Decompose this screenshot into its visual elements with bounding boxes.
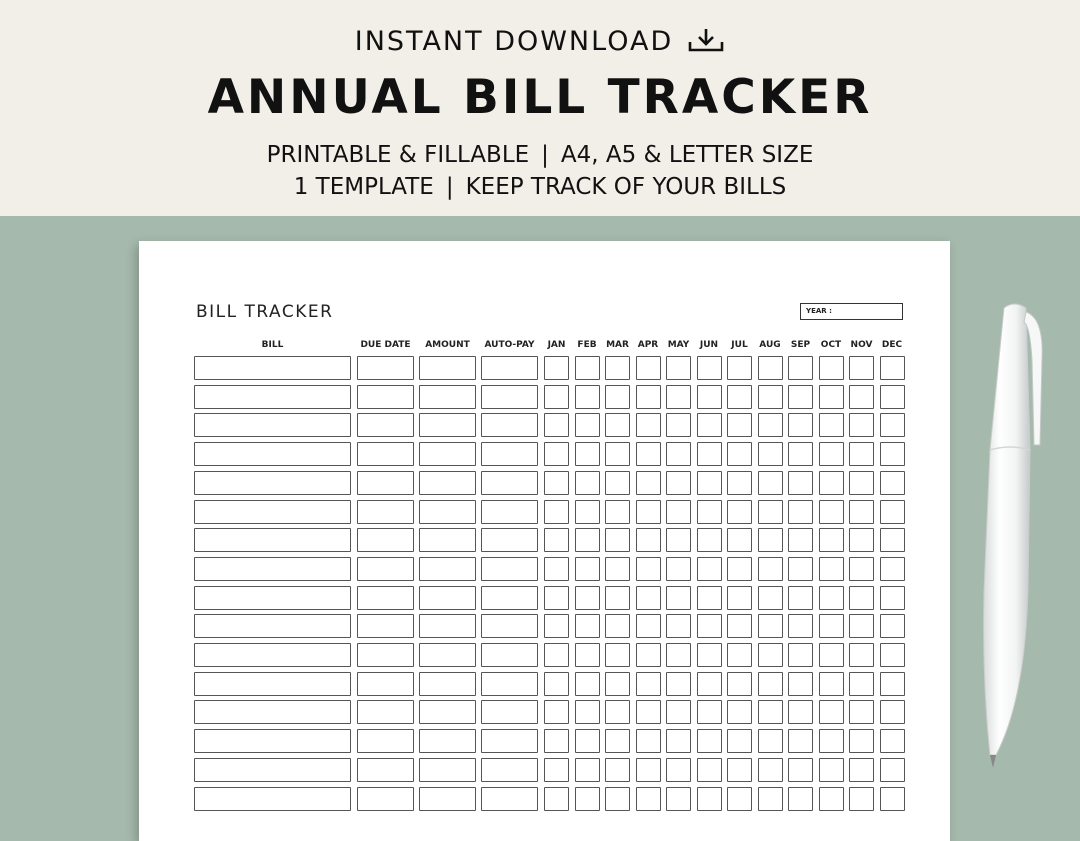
column-header: BILL xyxy=(261,340,284,350)
month-checkbox[interactable] xyxy=(758,586,783,610)
month-checkbox[interactable] xyxy=(697,528,722,552)
due-date-field[interactable] xyxy=(357,672,414,696)
month-checkbox[interactable] xyxy=(636,672,661,696)
month-checkbox[interactable] xyxy=(697,729,722,753)
month-checkbox[interactable] xyxy=(758,700,783,724)
bill-name-field[interactable] xyxy=(194,471,351,495)
amount-field[interactable] xyxy=(419,758,476,782)
month-checkbox[interactable] xyxy=(636,643,661,667)
month-checkbox[interactable] xyxy=(697,700,722,724)
month-checkbox[interactable] xyxy=(575,586,600,610)
amount-field[interactable] xyxy=(419,672,476,696)
month-checkbox[interactable] xyxy=(849,471,874,495)
month-checkbox[interactable] xyxy=(575,672,600,696)
month-checkbox[interactable] xyxy=(758,729,783,753)
auto-pay-field[interactable] xyxy=(481,643,538,667)
header-banner xyxy=(0,0,1080,216)
instant-download-line xyxy=(0,26,1080,60)
month-checkbox[interactable] xyxy=(727,385,752,409)
month-checkbox[interactable] xyxy=(758,672,783,696)
month-checkbox[interactable] xyxy=(849,528,874,552)
month-checkbox[interactable] xyxy=(849,557,874,581)
bill-name-field[interactable] xyxy=(194,528,351,552)
month-checkbox[interactable] xyxy=(758,787,783,811)
amount-field[interactable] xyxy=(419,700,476,724)
month-checkbox[interactable] xyxy=(788,500,813,524)
due-date-field[interactable] xyxy=(357,442,414,466)
month-checkbox[interactable] xyxy=(819,614,844,638)
subtitle-line-2 xyxy=(0,174,1080,200)
bill-name-field[interactable] xyxy=(194,442,351,466)
amount-field[interactable] xyxy=(419,528,476,552)
month-checkbox[interactable] xyxy=(727,614,752,638)
month-checkbox[interactable] xyxy=(880,643,905,667)
month-checkbox[interactable] xyxy=(666,356,691,380)
month-checkbox[interactable] xyxy=(666,614,691,638)
due-date-field[interactable] xyxy=(357,643,414,667)
month-checkbox[interactable] xyxy=(605,557,630,581)
due-date-field[interactable] xyxy=(357,557,414,581)
month-checkbox[interactable] xyxy=(605,528,630,552)
auto-pay-field[interactable] xyxy=(481,528,538,552)
month-checkbox[interactable] xyxy=(727,557,752,581)
month-checkbox[interactable] xyxy=(758,643,783,667)
month-checkbox[interactable] xyxy=(727,356,752,380)
month-checkbox[interactable] xyxy=(880,385,905,409)
separator: | xyxy=(541,142,549,168)
auto-pay-field[interactable] xyxy=(481,442,538,466)
due-date-field[interactable] xyxy=(357,614,414,638)
month-checkbox[interactable] xyxy=(666,729,691,753)
month-checkbox[interactable] xyxy=(849,442,874,466)
month-checkbox[interactable] xyxy=(849,729,874,753)
month-checkbox[interactable] xyxy=(544,442,569,466)
month-checkbox[interactable] xyxy=(636,614,661,638)
auto-pay-field[interactable] xyxy=(481,700,538,724)
month-checkbox[interactable] xyxy=(666,672,691,696)
month-checkbox[interactable] xyxy=(788,614,813,638)
month-checkbox[interactable] xyxy=(880,500,905,524)
month-checkbox[interactable] xyxy=(605,471,630,495)
auto-pay-field[interactable] xyxy=(481,787,538,811)
separator: | xyxy=(445,174,454,200)
month-checkbox[interactable] xyxy=(697,758,722,782)
month-checkbox[interactable] xyxy=(758,528,783,552)
column-header: MAY xyxy=(667,340,690,350)
month-checkbox[interactable] xyxy=(636,586,661,610)
month-checkbox[interactable] xyxy=(758,758,783,782)
month-checkbox[interactable] xyxy=(666,758,691,782)
month-checkbox[interactable] xyxy=(849,700,874,724)
month-checkbox[interactable] xyxy=(819,758,844,782)
month-checkbox[interactable] xyxy=(575,787,600,811)
month-checkbox[interactable] xyxy=(880,614,905,638)
month-checkbox[interactable] xyxy=(605,586,630,610)
column-header: AUTO-PAY xyxy=(484,340,535,350)
month-checkbox[interactable] xyxy=(605,356,630,380)
bill-name-field[interactable] xyxy=(194,672,351,696)
month-checkbox[interactable] xyxy=(849,643,874,667)
month-checkbox[interactable] xyxy=(666,557,691,581)
month-checkbox[interactable] xyxy=(819,700,844,724)
year-field[interactable] xyxy=(800,303,903,320)
month-checkbox[interactable] xyxy=(727,528,752,552)
month-checkbox[interactable] xyxy=(636,729,661,753)
month-checkbox[interactable] xyxy=(819,787,844,811)
bill-name-field[interactable] xyxy=(194,385,351,409)
due-date-field[interactable] xyxy=(357,471,414,495)
month-checkbox[interactable] xyxy=(819,413,844,437)
month-checkbox[interactable] xyxy=(666,787,691,811)
month-checkbox[interactable] xyxy=(605,729,630,753)
month-checkbox[interactable] xyxy=(849,614,874,638)
month-checkbox[interactable] xyxy=(758,471,783,495)
month-checkbox[interactable] xyxy=(788,758,813,782)
month-checkbox[interactable] xyxy=(880,758,905,782)
month-checkbox[interactable] xyxy=(575,758,600,782)
month-checkbox[interactable] xyxy=(666,385,691,409)
month-checkbox[interactable] xyxy=(666,643,691,667)
column-header: JUN xyxy=(699,340,719,350)
month-checkbox[interactable] xyxy=(605,500,630,524)
month-checkbox[interactable] xyxy=(544,557,569,581)
auto-pay-field[interactable] xyxy=(481,586,538,610)
month-checkbox[interactable] xyxy=(544,471,569,495)
month-checkbox[interactable] xyxy=(880,413,905,437)
month-checkbox[interactable] xyxy=(727,643,752,667)
month-checkbox[interactable] xyxy=(727,413,752,437)
month-checkbox[interactable] xyxy=(697,442,722,466)
sizes-text: A4, A5 & LETTER SIZE xyxy=(560,142,814,168)
due-date-field[interactable] xyxy=(357,500,414,524)
month-checkbox[interactable] xyxy=(880,729,905,753)
amount-field[interactable] xyxy=(419,729,476,753)
month-checkbox[interactable] xyxy=(727,758,752,782)
month-checkbox[interactable] xyxy=(666,500,691,524)
auto-pay-field[interactable] xyxy=(481,413,538,437)
month-checkbox[interactable] xyxy=(605,413,630,437)
month-checkbox[interactable] xyxy=(788,442,813,466)
column-header: FEB xyxy=(577,340,597,350)
month-checkbox[interactable] xyxy=(575,500,600,524)
month-checkbox[interactable] xyxy=(544,700,569,724)
month-checkbox[interactable] xyxy=(819,500,844,524)
pen-image xyxy=(970,300,1060,780)
month-checkbox[interactable] xyxy=(697,356,722,380)
auto-pay-field[interactable] xyxy=(481,356,538,380)
month-checkbox[interactable] xyxy=(605,700,630,724)
month-checkbox[interactable] xyxy=(788,528,813,552)
due-date-field[interactable] xyxy=(357,528,414,552)
due-date-field[interactable] xyxy=(357,700,414,724)
month-checkbox[interactable] xyxy=(575,729,600,753)
month-checkbox[interactable] xyxy=(575,356,600,380)
column-header: APR xyxy=(637,340,659,350)
month-checkbox[interactable] xyxy=(544,787,569,811)
month-checkbox[interactable] xyxy=(758,557,783,581)
month-checkbox[interactable] xyxy=(880,356,905,380)
month-checkbox[interactable] xyxy=(575,643,600,667)
bill-name-field[interactable] xyxy=(194,614,351,638)
bill-name-field[interactable] xyxy=(194,356,351,380)
auto-pay-field[interactable] xyxy=(481,614,538,638)
month-checkbox[interactable] xyxy=(849,385,874,409)
month-checkbox[interactable] xyxy=(819,471,844,495)
month-checkbox[interactable] xyxy=(636,413,661,437)
bill-name-field[interactable] xyxy=(194,500,351,524)
amount-field[interactable] xyxy=(419,413,476,437)
month-checkbox[interactable] xyxy=(636,442,661,466)
tracker-sheet xyxy=(139,241,950,841)
year-label: YEAR : xyxy=(806,307,832,315)
month-checkbox[interactable] xyxy=(697,557,722,581)
bill-name-field[interactable] xyxy=(194,586,351,610)
month-checkbox[interactable] xyxy=(666,528,691,552)
month-checkbox[interactable] xyxy=(636,471,661,495)
month-checkbox[interactable] xyxy=(666,700,691,724)
month-checkbox[interactable] xyxy=(666,471,691,495)
bill-name-field[interactable] xyxy=(194,700,351,724)
bill-name-field[interactable] xyxy=(194,643,351,667)
month-checkbox[interactable] xyxy=(636,356,661,380)
amount-field[interactable] xyxy=(419,500,476,524)
month-checkbox[interactable] xyxy=(819,557,844,581)
amount-field[interactable] xyxy=(419,557,476,581)
month-checkbox[interactable] xyxy=(697,643,722,667)
month-checkbox[interactable] xyxy=(849,758,874,782)
month-checkbox[interactable] xyxy=(727,729,752,753)
month-checkbox[interactable] xyxy=(697,586,722,610)
auto-pay-field[interactable] xyxy=(481,557,538,581)
product-title: ANNUAL BILL TRACKER xyxy=(207,70,873,125)
auto-pay-field[interactable] xyxy=(481,758,538,782)
amount-field[interactable] xyxy=(419,586,476,610)
month-checkbox[interactable] xyxy=(727,672,752,696)
month-checkbox[interactable] xyxy=(788,385,813,409)
amount-field[interactable] xyxy=(419,614,476,638)
month-checkbox[interactable] xyxy=(788,672,813,696)
month-checkbox[interactable] xyxy=(697,614,722,638)
month-checkbox[interactable] xyxy=(758,614,783,638)
month-checkbox[interactable] xyxy=(849,356,874,380)
month-checkbox[interactable] xyxy=(880,528,905,552)
month-checkbox[interactable] xyxy=(880,672,905,696)
month-checkbox[interactable] xyxy=(880,557,905,581)
month-checkbox[interactable] xyxy=(788,413,813,437)
month-checkbox[interactable] xyxy=(819,442,844,466)
month-checkbox[interactable] xyxy=(758,500,783,524)
month-checkbox[interactable] xyxy=(666,413,691,437)
instant-download-text: INSTANT DOWNLOAD xyxy=(354,26,674,57)
column-header: MAR xyxy=(606,340,629,350)
auto-pay-field[interactable] xyxy=(481,500,538,524)
month-checkbox[interactable] xyxy=(636,700,661,724)
month-checkbox[interactable] xyxy=(575,442,600,466)
month-checkbox[interactable] xyxy=(544,586,569,610)
amount-field[interactable] xyxy=(419,442,476,466)
month-checkbox[interactable] xyxy=(819,586,844,610)
month-checkbox[interactable] xyxy=(575,385,600,409)
month-checkbox[interactable] xyxy=(819,672,844,696)
printable-fillable-text: PRINTABLE & FILLABLE xyxy=(266,142,530,168)
download-icon xyxy=(687,27,725,60)
month-checkbox[interactable] xyxy=(727,787,752,811)
month-checkbox[interactable] xyxy=(636,557,661,581)
month-checkbox[interactable] xyxy=(849,413,874,437)
month-checkbox[interactable] xyxy=(636,787,661,811)
month-checkbox[interactable] xyxy=(788,643,813,667)
month-checkbox[interactable] xyxy=(819,729,844,753)
month-checkbox[interactable] xyxy=(819,643,844,667)
month-checkbox[interactable] xyxy=(605,672,630,696)
due-date-field[interactable] xyxy=(357,758,414,782)
amount-field[interactable] xyxy=(419,356,476,380)
bill-name-field[interactable] xyxy=(194,787,351,811)
month-checkbox[interactable] xyxy=(758,442,783,466)
month-checkbox[interactable] xyxy=(605,614,630,638)
month-checkbox[interactable] xyxy=(849,672,874,696)
month-checkbox[interactable] xyxy=(788,700,813,724)
month-checkbox[interactable] xyxy=(727,586,752,610)
month-checkbox[interactable] xyxy=(575,700,600,724)
amount-field[interactable] xyxy=(419,471,476,495)
month-checkbox[interactable] xyxy=(788,787,813,811)
month-checkbox[interactable] xyxy=(880,586,905,610)
auto-pay-field[interactable] xyxy=(481,385,538,409)
month-checkbox[interactable] xyxy=(788,557,813,581)
month-checkbox[interactable] xyxy=(849,586,874,610)
month-checkbox[interactable] xyxy=(697,500,722,524)
column-header: OCT xyxy=(820,340,842,350)
month-checkbox[interactable] xyxy=(727,471,752,495)
month-checkbox[interactable] xyxy=(758,356,783,380)
month-checkbox[interactable] xyxy=(544,385,569,409)
month-checkbox[interactable] xyxy=(605,643,630,667)
month-checkbox[interactable] xyxy=(788,586,813,610)
column-header: SEP xyxy=(790,340,811,350)
month-checkbox[interactable] xyxy=(666,586,691,610)
month-checkbox[interactable] xyxy=(697,413,722,437)
column-header: AMOUNT xyxy=(425,340,470,350)
month-checkbox[interactable] xyxy=(575,528,600,552)
month-checkbox[interactable] xyxy=(636,385,661,409)
month-checkbox[interactable] xyxy=(788,471,813,495)
due-date-field[interactable] xyxy=(357,787,414,811)
month-checkbox[interactable] xyxy=(605,787,630,811)
month-checkbox[interactable] xyxy=(697,471,722,495)
month-checkbox[interactable] xyxy=(636,500,661,524)
month-checkbox[interactable] xyxy=(758,385,783,409)
month-checkbox[interactable] xyxy=(666,442,691,466)
month-checkbox[interactable] xyxy=(819,356,844,380)
month-checkbox[interactable] xyxy=(544,356,569,380)
month-checkbox[interactable] xyxy=(880,471,905,495)
auto-pay-field[interactable] xyxy=(481,729,538,753)
month-checkbox[interactable] xyxy=(880,787,905,811)
bill-name-field[interactable] xyxy=(194,413,351,437)
due-date-field[interactable] xyxy=(357,413,414,437)
month-checkbox[interactable] xyxy=(544,500,569,524)
month-checkbox[interactable] xyxy=(544,614,569,638)
month-checkbox[interactable] xyxy=(880,700,905,724)
column-header: JUL xyxy=(731,340,748,350)
month-checkbox[interactable] xyxy=(819,528,844,552)
auto-pay-field[interactable] xyxy=(481,672,538,696)
month-checkbox[interactable] xyxy=(544,672,569,696)
column-header: JAN xyxy=(547,340,566,350)
month-checkbox[interactable] xyxy=(575,471,600,495)
column-header: DEC xyxy=(881,340,903,350)
due-date-field[interactable] xyxy=(357,356,414,380)
amount-field[interactable] xyxy=(419,787,476,811)
month-checkbox[interactable] xyxy=(544,758,569,782)
month-checkbox[interactable] xyxy=(788,729,813,753)
month-checkbox[interactable] xyxy=(605,758,630,782)
subtitle-line-1 xyxy=(0,142,1080,168)
amount-field[interactable] xyxy=(419,643,476,667)
column-header: AUG xyxy=(759,340,781,350)
month-checkbox[interactable] xyxy=(544,528,569,552)
month-checkbox[interactable] xyxy=(544,729,569,753)
month-checkbox[interactable] xyxy=(575,614,600,638)
month-checkbox[interactable] xyxy=(605,385,630,409)
bill-name-field[interactable] xyxy=(194,729,351,753)
month-checkbox[interactable] xyxy=(849,787,874,811)
month-checkbox[interactable] xyxy=(697,787,722,811)
month-checkbox[interactable] xyxy=(758,413,783,437)
month-checkbox[interactable] xyxy=(697,385,722,409)
due-date-field[interactable] xyxy=(357,586,414,610)
month-checkbox[interactable] xyxy=(727,500,752,524)
month-checkbox[interactable] xyxy=(819,385,844,409)
month-checkbox[interactable] xyxy=(849,500,874,524)
month-checkbox[interactable] xyxy=(575,413,600,437)
column-header: NOV xyxy=(850,340,873,350)
month-checkbox[interactable] xyxy=(636,528,661,552)
month-checkbox[interactable] xyxy=(697,672,722,696)
bill-name-field[interactable] xyxy=(194,758,351,782)
month-checkbox[interactable] xyxy=(880,442,905,466)
month-checkbox[interactable] xyxy=(544,643,569,667)
bill-name-field[interactable] xyxy=(194,557,351,581)
month-checkbox[interactable] xyxy=(636,758,661,782)
month-checkbox[interactable] xyxy=(575,557,600,581)
keep-track-text: KEEP TRACK OF YOUR BILLS xyxy=(465,174,787,200)
sheet-title: BILL TRACKER xyxy=(196,302,334,322)
month-checkbox[interactable] xyxy=(727,442,752,466)
auto-pay-field[interactable] xyxy=(481,471,538,495)
due-date-field[interactable] xyxy=(357,385,414,409)
month-checkbox[interactable] xyxy=(788,356,813,380)
amount-field[interactable] xyxy=(419,385,476,409)
month-checkbox[interactable] xyxy=(727,700,752,724)
month-checkbox[interactable] xyxy=(605,442,630,466)
month-checkbox[interactable] xyxy=(544,413,569,437)
template-count-text: 1 TEMPLATE xyxy=(293,174,434,200)
due-date-field[interactable] xyxy=(357,729,414,753)
column-header: DUE DATE xyxy=(360,340,411,350)
